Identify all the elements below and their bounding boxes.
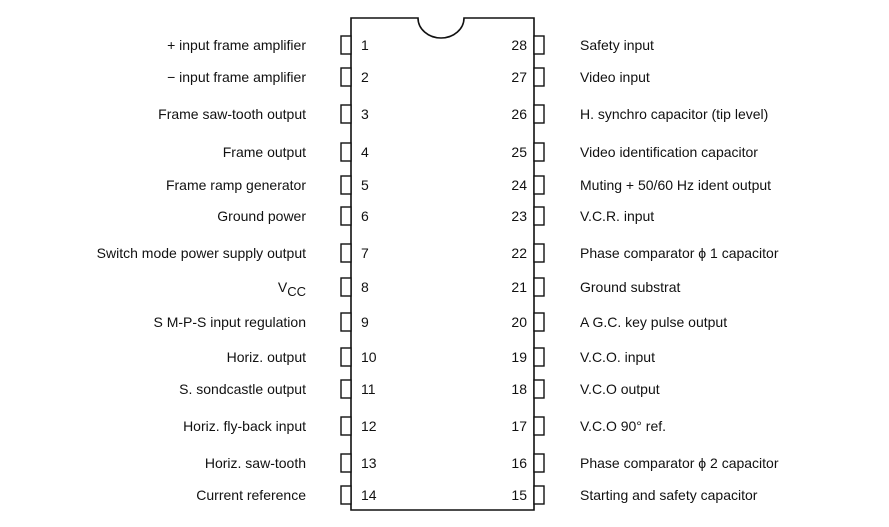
pin-row-left <box>183 417 377 435</box>
right-pin-column <box>511 36 778 504</box>
pin-number: 14 <box>361 487 377 503</box>
pin-number: 18 <box>511 381 527 397</box>
pin-row-left <box>223 143 369 161</box>
pin-row-left <box>278 278 369 299</box>
pin-row-right <box>511 278 680 296</box>
pin-label: A G.C. key pulse output <box>580 314 728 330</box>
pin-label: V.C.R. input <box>580 208 655 224</box>
pin-lead <box>341 454 351 472</box>
pin-lead <box>534 105 544 123</box>
pin-lead <box>341 68 351 86</box>
pin-label: Starting and safety capacitor <box>580 487 758 503</box>
pin-label: VCC <box>277 279 306 299</box>
pin-number: 19 <box>511 349 527 365</box>
pin-lead <box>534 486 544 504</box>
pin-lead <box>534 348 544 366</box>
pin-number: 10 <box>361 349 377 365</box>
pin-row-right <box>511 348 655 366</box>
pin-number: 15 <box>511 487 527 503</box>
pin-label: Horiz. fly-back input <box>183 418 306 434</box>
pin-row-left <box>205 454 377 472</box>
pin-label: − input frame amplifier <box>167 69 306 85</box>
pin-label: Frame saw-tooth output <box>158 106 306 122</box>
pin-label: Frame output <box>222 144 306 160</box>
pin-number: 12 <box>361 418 377 434</box>
pin-row-right <box>511 68 649 86</box>
pin-number: 25 <box>511 144 527 160</box>
pin-label: V.C.O. input <box>580 349 655 365</box>
pin-row-right <box>511 486 757 504</box>
pin-number: 22 <box>511 245 527 261</box>
pin-row-left <box>179 380 376 398</box>
pin-number: 21 <box>511 279 527 295</box>
pin-number: 24 <box>511 177 527 193</box>
pin-row-right <box>511 176 771 194</box>
pin-label: Video identification capacitor <box>580 144 758 160</box>
pin-label: Switch mode power supply output <box>96 245 306 261</box>
pin-row-left <box>153 313 369 331</box>
left-pin-column <box>97 36 377 504</box>
pin-row-right <box>511 36 654 54</box>
pin-lead <box>341 417 351 435</box>
pin-label: Phase comparator ϕ 1 capacitor <box>580 245 779 261</box>
pin-number: 16 <box>511 455 527 471</box>
pin-label: Video input <box>580 69 650 85</box>
pin-row-right <box>511 207 654 225</box>
ic-body-outline <box>351 18 534 510</box>
pin-lead <box>341 313 351 331</box>
pin-row-right <box>511 380 659 398</box>
pin-number: 9 <box>361 314 369 330</box>
pin-lead <box>534 278 544 296</box>
pin-number: 13 <box>361 455 377 471</box>
pin-number: 8 <box>361 279 369 295</box>
pin-row-left <box>217 207 369 225</box>
pin-lead <box>534 454 544 472</box>
pin-label: Ground power <box>217 208 306 224</box>
pin-row-right <box>511 105 768 123</box>
pin-lead <box>534 143 544 161</box>
pin-label: + input frame amplifier <box>167 37 306 53</box>
pin-number: 6 <box>361 208 369 224</box>
pin-label: Safety input <box>580 37 654 53</box>
pin-lead <box>534 244 544 262</box>
pin-lead <box>534 68 544 86</box>
pin-lead <box>534 417 544 435</box>
pin-number: 7 <box>361 245 369 261</box>
pin-row-left <box>97 244 369 262</box>
pin-label: S M-P-S input regulation <box>153 314 306 330</box>
pin-number: 2 <box>361 69 369 85</box>
pin-label: S. sondcastle output <box>179 381 306 397</box>
pin-lead <box>341 244 351 262</box>
pin-number: 5 <box>361 177 369 193</box>
pin-lead <box>341 348 351 366</box>
pin-lead <box>341 486 351 504</box>
pin-lead <box>341 176 351 194</box>
pin-lead <box>534 313 544 331</box>
pin-number: 4 <box>361 144 369 160</box>
pin-number: 20 <box>511 314 527 330</box>
pin-number: 26 <box>511 106 527 122</box>
pin-number: 17 <box>511 418 527 434</box>
pin-lead <box>341 105 351 123</box>
pin-label: Frame ramp generator <box>165 177 306 193</box>
pin-number: 3 <box>361 106 369 122</box>
pin-label: Ground substrat <box>580 279 681 295</box>
pin-lead <box>341 207 351 225</box>
pin-number: 11 <box>361 381 376 397</box>
pin-label: V.C.O output <box>580 381 660 397</box>
pin-row-left <box>227 348 377 366</box>
pin-label: Horiz. saw-tooth <box>204 455 306 471</box>
pin-number: 28 <box>511 37 527 53</box>
pin-label: Horiz. output <box>226 349 306 365</box>
pin-lead <box>534 36 544 54</box>
pin-number: 1 <box>361 37 369 53</box>
pin-lead <box>341 143 351 161</box>
pin-label: Phase comparator ϕ 2 capacitor <box>580 455 779 471</box>
pin-lead <box>341 36 351 54</box>
pin-row-right <box>511 417 666 435</box>
pin-lead <box>341 278 351 296</box>
pin-row-right <box>511 313 727 331</box>
pin-row-right <box>511 454 778 472</box>
pin-lead <box>534 380 544 398</box>
pin-row-left <box>158 105 369 123</box>
pin-label: V.C.O 90° ref. <box>580 418 667 434</box>
pin-row-left <box>167 68 369 86</box>
pin-row-right <box>511 244 778 262</box>
pin-label: Muting + 50/60 Hz ident output <box>580 177 772 193</box>
pin-lead <box>534 207 544 225</box>
pin-row-left <box>166 176 369 194</box>
pin-label: H. synchro capacitor (tip level) <box>580 106 769 122</box>
pin-row-right <box>511 143 758 161</box>
pin-label: Current reference <box>196 487 306 503</box>
pin-lead <box>341 380 351 398</box>
pin-row-left <box>196 486 377 504</box>
pin-lead <box>534 176 544 194</box>
pin-row-left <box>167 36 369 54</box>
pin-number: 23 <box>511 208 527 224</box>
pin-number: 27 <box>511 69 527 85</box>
